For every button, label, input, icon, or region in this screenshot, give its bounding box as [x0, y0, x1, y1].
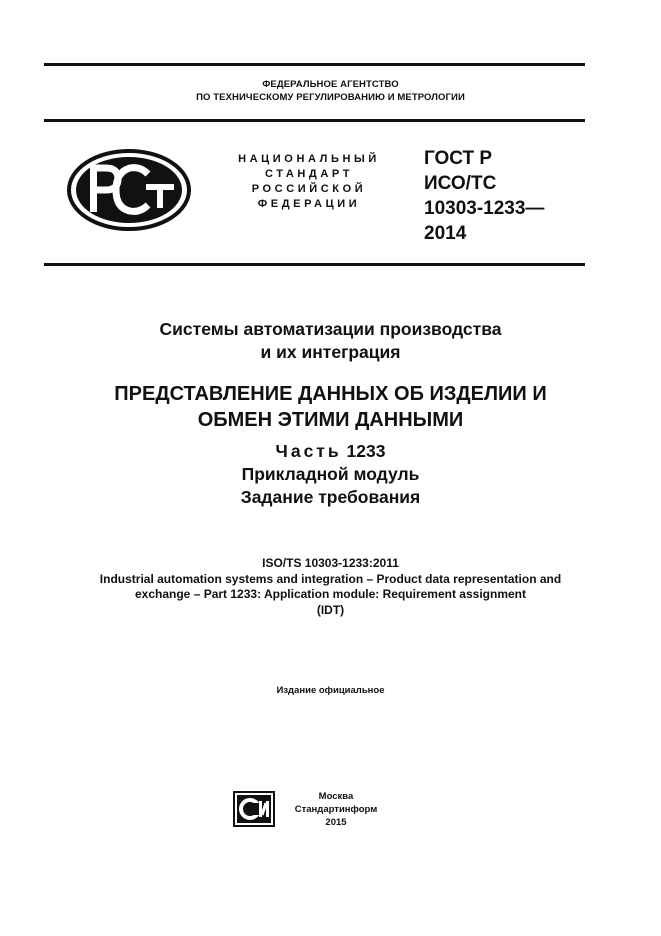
designation-line-1: ГОСТ Р — [424, 148, 493, 169]
title-part-line-2: Прикладной модуль — [241, 464, 420, 484]
designation-line-4: 2014 — [424, 223, 467, 244]
part-number: 1233 — [346, 441, 386, 461]
iso-reference-line-1: ISO/TS 10303-1233:2011 — [262, 556, 399, 570]
part-heading — [44, 440, 617, 463]
agency-rule — [44, 119, 585, 122]
iso-reference — [30, 556, 631, 618]
iso-reference-line-2: Industrial automation systems and integration – Product data representation and — [99, 571, 562, 586]
title-main-line-2: ОБМЕН ЭТИМИ ДАННЫМИ — [197, 409, 464, 431]
standartinform-logo-icon — [233, 791, 275, 827]
title-systems — [44, 318, 617, 364]
top-rule — [44, 63, 585, 66]
agency-line-2: ПО ТЕХНИЧЕСКОМУ РЕГУЛИРОВАНИЮ И МЕТРОЛОГИИ — [196, 92, 465, 103]
title-systems-line-2: и их интеграция — [260, 342, 401, 362]
agency-name — [44, 78, 617, 104]
publisher-name: Стандартинформ — [294, 804, 378, 815]
publisher-year: 2015 — [325, 817, 347, 828]
designation-line-3: 10303-1233— — [424, 198, 545, 219]
national-standard-label — [218, 152, 400, 212]
standard-label-line-3: РОССИЙСКОЙ — [251, 183, 367, 195]
publisher-city: Москва — [318, 791, 354, 802]
title-main-line-1: ПРЕДСТАВЛЕНИЕ ДАННЫХ ОБ ИЗДЕЛИИ И — [114, 383, 547, 405]
part-word: Часть — [275, 441, 342, 461]
edition-label: Издание официальное — [276, 685, 385, 696]
designation-line-2: ИСО/ТС — [424, 173, 497, 194]
publisher-info — [280, 790, 392, 829]
standard-label-line-1: НАЦИОНАЛЬНЫЙ — [238, 153, 380, 165]
title-part — [44, 440, 617, 509]
title-systems-line-1: Системы автоматизации производства — [159, 319, 502, 339]
title-part-line-3: Задание требования — [240, 487, 421, 507]
agency-line-1: ФЕДЕРАЛЬНОЕ АГЕНТСТВО — [262, 79, 399, 90]
standard-label-line-4: ФЕДЕРАЦИИ — [257, 198, 361, 210]
standard-label-line-2: СТАНДАРТ — [264, 168, 354, 180]
rst-logo-icon — [66, 148, 192, 232]
standard-designation — [424, 146, 544, 246]
title-main — [30, 381, 631, 433]
iso-reference-line-4: (IDT) — [316, 602, 345, 617]
designation-rule — [44, 263, 585, 266]
iso-reference-line-3: exchange – Part 1233: Application module: Requirement assignment — [135, 587, 526, 601]
